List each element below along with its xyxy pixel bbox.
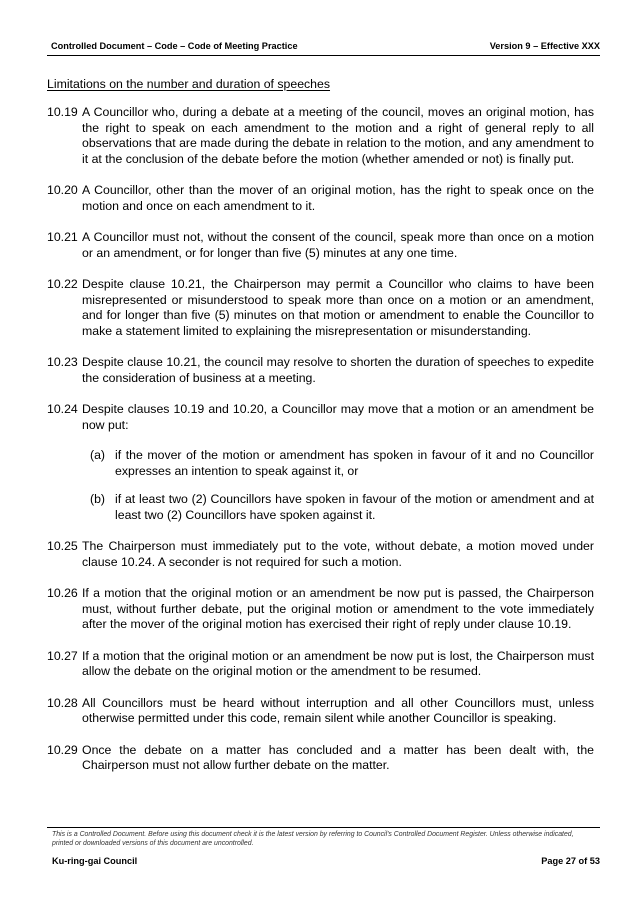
sub-clause xyxy=(90,448,594,479)
sub-clause-list xyxy=(82,448,594,523)
clause xyxy=(47,402,594,523)
sub-clause-text: if the mover of the motion or amendment has spoken in favour of it and no Councillor expresses an intention to speak against it, or xyxy=(115,448,594,478)
clause xyxy=(47,696,594,727)
header-document-title: Controlled Document – Code – Code of Meeting Practice xyxy=(51,41,298,51)
footer-organisation: Ku-ring-gai Council xyxy=(52,856,138,866)
footer-divider xyxy=(47,827,600,828)
clause-text: All Councillors must be heard without interruption and all other Councillors must, unless otherwise permitted under this code, remain silent while another Councillor is speaking. xyxy=(82,695,594,725)
clause-number: 10.20 xyxy=(47,183,78,197)
clause-number: 10.21 xyxy=(47,230,78,244)
clause-text: A Councillor, other than the mover of an original motion, has the right to speak once on the motion and once on each amendment to it. xyxy=(82,183,594,213)
clause xyxy=(47,355,594,386)
clause xyxy=(47,230,594,261)
clause-number: 10.26 xyxy=(47,586,78,600)
clause-text: If a motion that the original motion or an amendment be now put is passed, the Chairperson must, without further debate, put the original motion or amendment to the vote immediately after the mover of the original motion has exercised their right of reply under clause 10.19. xyxy=(82,586,594,631)
clause-text: Despite clauses 10.19 and 10.20, a Councillor may move that a motion or an amendment be now put: xyxy=(82,402,594,432)
clause-text: A Councillor must not, without the consent of the council, speak more than once on a motion or an amendment, or for longer than five (5) minutes at any one time. xyxy=(82,230,594,260)
clause-number: 10.27 xyxy=(47,648,78,663)
sub-clause-text: if at least two (2) Councillors have spoken in favour of the motion or amendment and at least two (2) Councillors have spoken against it. xyxy=(115,492,594,522)
clause-number: 10.28 xyxy=(47,695,78,710)
clause xyxy=(47,649,594,680)
clause xyxy=(47,105,594,167)
clause-text: The Chairperson must immediately put to the vote, without debate, a motion moved under clause 10.24. A seconder is not required for such a motion. xyxy=(82,539,594,569)
clause-text: Once the debate on a matter has concluded and a matter has been dealt with, the Chairperson must not allow further debate on the matter. xyxy=(82,742,594,772)
clause xyxy=(47,586,594,633)
sub-clause-label: (b) xyxy=(90,492,106,506)
controlled-document-disclaimer: This is a Controlled Document. Before using this document check it is the latest version by referring to Council's Controlled Document Register. Unless otherwise indicated, printed or downloaded versions of this document are uncontrolled. xyxy=(52,831,574,847)
clause-text: A Councillor who, during a debate at a meeting of the council, moves an original motion, has the right to speak on each amendment to the motion and a right of general reply to all observations that are made during the debate in relation to the motion, and any amendment to it at the conclusion of the debate before the motion (whether amended or not) is finally put. xyxy=(82,105,595,166)
clause-number: 10.19 xyxy=(47,105,78,119)
clause-text: Despite clause 10.21, the Chairperson may permit a Councillor who claims to have been misrepresented or misunderstood to speak more than once on a motion or an amendment, and for longer than five (5) minutes on that motion or amendment to enable the Councillor to make a statement limited to explaining the misrepresentation or misunderstanding. xyxy=(82,277,594,338)
clause xyxy=(47,743,594,774)
page-number: Page 27 of 53 xyxy=(541,856,600,866)
clause-number: 10.22 xyxy=(47,277,78,291)
section-heading: Limitations on the number and duration of speeches xyxy=(47,77,331,91)
clause-number: 10.25 xyxy=(47,539,78,553)
clause xyxy=(47,183,594,214)
sub-clause xyxy=(90,492,594,523)
clause-text: Despite clause 10.21, the council may resolve to shorten the duration of speeches to expedite the consideration of business at a meeting. xyxy=(82,355,594,385)
header-version: Version 9 – Effective XXX xyxy=(489,41,600,51)
clause-number: 10.23 xyxy=(47,355,78,369)
clause xyxy=(47,277,594,339)
page-header xyxy=(47,41,600,56)
clause xyxy=(47,539,594,570)
clause-number: 10.29 xyxy=(47,742,78,757)
sub-clause-label: (a) xyxy=(90,448,106,462)
clause-list xyxy=(47,105,594,790)
clause-number: 10.24 xyxy=(47,402,78,416)
clause-text: If a motion that the original motion or an amendment be now put is lost, the Chairperson must allow the debate on the original motion or the amendment to be resumed. xyxy=(82,648,594,678)
